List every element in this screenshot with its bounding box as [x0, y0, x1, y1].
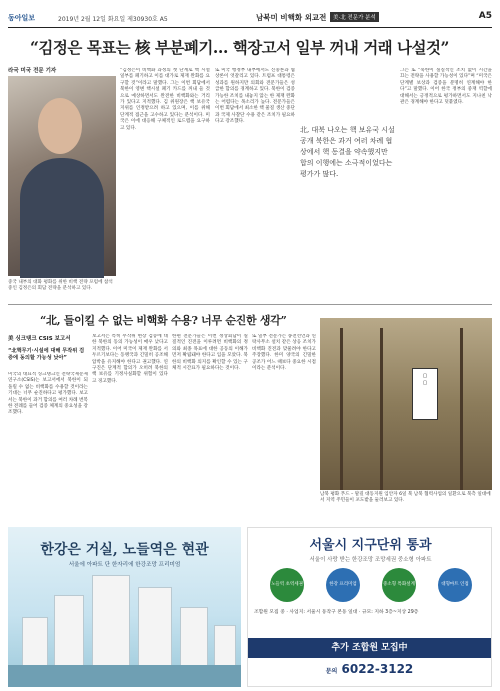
- ad-right-info: 조합원 모집 중 · 사업지: 서울시 동작구 본동 일대 · 규모: 지하 3층~지상 29층: [254, 610, 419, 615]
- article2-body-2: 보고서는 특히 무작위 현장 검증에 대한 북한의 동의 가능성이 매우 낮다고 지적했다. 이어 미국이 제재 완화를 서두르기보다는 동맹국과 긴밀히 공조해 압박을 유지해야 한다고 권고했다. 연구진은 단계적 합의가 오히려 북한의 핵 보유를 기정사실화할 위험이 있다고 경고했다.: [92, 334, 168, 384]
- ad-right-banner[interactable]: 추가 조합원 모집中: [248, 638, 491, 658]
- ad-right[interactable]: [247, 527, 492, 687]
- article2-body-3: 한편 전문가들은 이번 정상회담이 실질적인 진전을 이루려면 비핵화의 정의와 최종 목표에 대한 공동의 이해가 먼저 확립돼야 한다고 입을 모았다. 북한의 비핵화 의지를 확인할 수 있는 구체적 시간표가 필요하다는 것이다.: [172, 334, 248, 372]
- article2-body-1: 미국의 대표적 싱크탱크인 전략국제문제연구소(CSIS)는 보고서에서 북한이 되돌릴 수 없는 비핵화를 수용할 것이라는 기대는 너무 순진하다고 평가했다. 보고서는 북한이 과거 합의를 여러 차례 번복한 전례를 들어 검증 체계의 중요성을 강조했다.: [8, 372, 88, 416]
- article1-body-left: “김정은이 비핵화 과정의 첫 단계로 핵 시설 일부를 폐기하고 이를 대가로 제재 완화를 요구할 것”이라고 말했다. 그는 이번 회담에서 북한이 영변 핵시설 폐기 카드를 꺼내 들 것으로 예상하면서도 완전한 비핵화와는 거리가 있다고 지적했다. 김 위원장은 핵 보유국 지위를 인정받으려 하고 있으며, 이를 위해 단계적 접근을 고수하고 있다는 분석이다. 미국은 이에 대응해 구체적인 로드맵을 요구하고 있다.: [120, 68, 210, 131]
- article1-body-mid: 또 미국 행정부 내부에서도 신중론과 협상론이 엇갈리고 있다. 트럼프 대통령은 성과를 원하지만 의회와 전문가들은 성급한 합의를 경계하고 있다. 북한이 검증 가능한 조치를 내놓지 않는 한 제재 완화는 어렵다는 목소리가 높다. 전문가들은 이번 회담에서 최소한 핵 물질 생산 중단과 국제 사찰단 수용 같은 조치가 필요하다고 강조했다.: [215, 68, 295, 125]
- article1-body-right: 그는 또 “북한이 실질적인 조치 없이 시간을 끄는 전략을 사용할 가능성이 있다”며 “미국은 단계별 보상과 검증을 분명히 연계해야 한다”고 말했다. 이어 한국 정부의 중재 역할에 대해서는 긍정적으로 평가하면서도 지나친 낙관은 경계해야 한다고 덧붙였다.: [400, 68, 492, 106]
- vineyard-post: [340, 328, 343, 490]
- article1-headline: “김정은 목표는 核 부분폐기… 핵장고서 일부 꺼내 거래 나설것”: [30, 38, 449, 57]
- article2-title: “北, 들이킬 수 없는 비핵화 수용? 너무 순진한 생각”: [40, 314, 287, 327]
- article2-photo: [320, 318, 492, 490]
- ad-badge-2: 한강 프리미엄: [326, 568, 360, 602]
- ad-badge-4: 대형마트 인접: [438, 568, 472, 602]
- article1-byline: 라국 미국 전문 기자: [8, 68, 57, 74]
- article2-subhead: “北핵무기·시설에 대해 무작위 검증에 동의할 가능성 낮아”: [8, 348, 85, 361]
- ad-left[interactable]: [8, 527, 241, 687]
- portrait-suit: [20, 158, 104, 278]
- vineyard-post: [460, 328, 463, 490]
- issue-date: 2019년 2월 12일 화요일 제30930호 A5: [58, 16, 168, 23]
- article1-photo-caption: 중국 내부의 대화 평화를 위한 비핵 전략 포럼에 참석 중인 김정은의 회담 전략을 분석하고 있다.: [8, 280, 113, 292]
- section-tag: 美·北 전문가 분석: [330, 12, 379, 22]
- ad-river: [8, 665, 241, 687]
- portrait-face: [38, 98, 82, 154]
- article-divider: [8, 304, 492, 305]
- vineyard-sign: ▢ ▢: [412, 368, 438, 420]
- ad-left-subline: 서울에 아파트 단 한자리에 한강조망 프리미엄: [68, 562, 181, 568]
- section-title: 남북미 비핵화 외교전: [256, 13, 327, 22]
- ad-badge-1: 노들역 초역세권: [270, 568, 304, 602]
- ad-right-headline: 서울시 지구단위 통과: [309, 538, 432, 553]
- phone-number[interactable]: 6022-3122: [341, 662, 414, 676]
- article1-pull-quote: 北, 대북 나오는 핵 보유국 시설 공개 북한은 과거 여러 차례 협상에서 핵 동결을 약속했지만 합의 이행에는 소극적이었다는 평가가 많다.: [300, 126, 395, 178]
- ad-right-phone-block[interactable]: [248, 662, 491, 676]
- masthead-rule: [8, 27, 492, 28]
- masthead: [8, 9, 492, 25]
- page-number: A5: [478, 11, 492, 21]
- ad-right-subline: 서울이 사랑 받는 한강조망 조망세권 중소형 아파트: [309, 557, 432, 563]
- vineyard-post: [380, 328, 383, 490]
- phone-label: 문의: [325, 668, 338, 675]
- article2-byline: 美 싱크탱크 CSIS 보고서: [8, 336, 71, 342]
- ad-badge-3: 중소형 특화설계: [382, 568, 416, 602]
- article2-photo-caption: 남북 평화 푸드 – 말길 대동지원 입안자 6일 북 남북 협력사업의 일환으로 북측 일대에서 지역 주민들이 포도밭을 둘러보고 있다.: [320, 492, 491, 504]
- article1-photo: [8, 76, 116, 276]
- newspaper-name: 동아일보: [8, 14, 36, 22]
- ad-left-headline: 한강은 거실, 노들역은 현관: [40, 542, 209, 558]
- article2-body-4: 또 일부 전문가는 종전선언과 연락사무소 설치 같은 상응 조치가 비핵화 진전과 맞물려야 한다고 주장했다. 한미 양국의 긴밀한 공조가 어느 때보다 중요한 시점이라는 분석이다.: [252, 334, 316, 372]
